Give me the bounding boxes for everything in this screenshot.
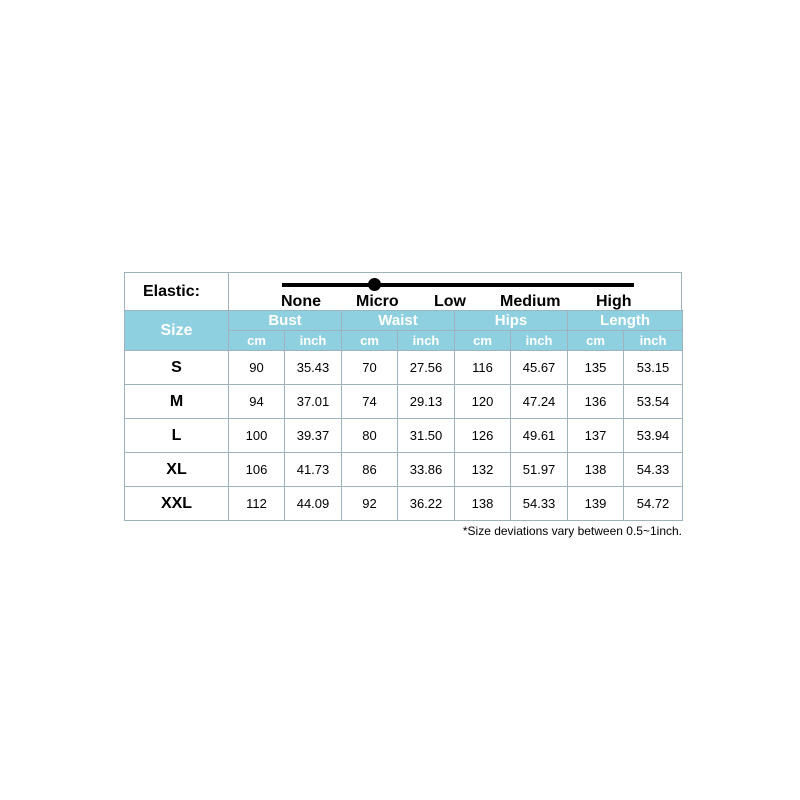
- hips-header: Hips: [455, 311, 568, 331]
- measurement-cell: 44.09: [285, 487, 342, 521]
- measurement-cell: 74: [342, 385, 398, 419]
- table-header-row: [125, 311, 683, 331]
- measurement-cell: 138: [455, 487, 511, 521]
- size-cell: L: [125, 419, 229, 453]
- size-cell: M: [125, 385, 229, 419]
- measurement-cell: 90: [229, 351, 285, 385]
- length-header: Length: [568, 311, 683, 331]
- measurement-cell: 106: [229, 453, 285, 487]
- size-table-body: [125, 351, 683, 521]
- elastic-label: Elastic:: [125, 273, 229, 310]
- measurement-cell: 112: [229, 487, 285, 521]
- elastic-scale-bar: [282, 283, 634, 287]
- measurement-cell: 137: [568, 419, 624, 453]
- unit-cm-header: cm: [229, 331, 285, 351]
- bust-header: Bust: [229, 311, 342, 331]
- measurement-cell: 31.50: [398, 419, 455, 453]
- unit-cm-header: cm: [568, 331, 624, 351]
- measurement-cell: 53.15: [624, 351, 683, 385]
- measurement-cell: 45.67: [511, 351, 568, 385]
- unit-cm-header: cm: [455, 331, 511, 351]
- measurement-cell: 53.54: [624, 385, 683, 419]
- table-row: [125, 419, 683, 453]
- measurement-cell: 37.01: [285, 385, 342, 419]
- measurement-cell: 126: [455, 419, 511, 453]
- measurement-cell: 27.56: [398, 351, 455, 385]
- unit-inch-header: inch: [511, 331, 568, 351]
- measurement-cell: 120: [455, 385, 511, 419]
- measurement-cell: 51.97: [511, 453, 568, 487]
- measurement-cell: 49.61: [511, 419, 568, 453]
- size-column-header: Size: [125, 311, 229, 351]
- size-table: [124, 310, 683, 521]
- elastic-option-micro: Micro: [356, 293, 399, 310]
- measurement-cell: 33.86: [398, 453, 455, 487]
- measurement-cell: 47.24: [511, 385, 568, 419]
- measurement-cell: 100: [229, 419, 285, 453]
- size-cell: XXL: [125, 487, 229, 521]
- waist-header: Waist: [342, 311, 455, 331]
- elastic-option-medium: Medium: [500, 293, 561, 310]
- measurement-cell: 132: [455, 453, 511, 487]
- measurement-cell: 35.43: [285, 351, 342, 385]
- unit-inch-header: inch: [398, 331, 455, 351]
- measurement-cell: 80: [342, 419, 398, 453]
- measurement-cell: 36.22: [398, 487, 455, 521]
- elastic-option-none: None: [281, 293, 321, 310]
- measurement-cell: 135: [568, 351, 624, 385]
- elastic-scale: [229, 273, 681, 310]
- measurement-cell: 53.94: [624, 419, 683, 453]
- measurement-cell: 41.73: [285, 453, 342, 487]
- measurement-cell: 139: [568, 487, 624, 521]
- measurement-cell: 29.13: [398, 385, 455, 419]
- table-row: [125, 385, 683, 419]
- elastic-row: [124, 272, 682, 310]
- unit-cm-header: cm: [342, 331, 398, 351]
- size-cell: S: [125, 351, 229, 385]
- measurement-cell: 86: [342, 453, 398, 487]
- table-row: [125, 487, 683, 521]
- measurement-cell: 92: [342, 487, 398, 521]
- unit-inch-header: inch: [285, 331, 342, 351]
- measurement-cell: 136: [568, 385, 624, 419]
- elastic-selected-marker: [368, 278, 381, 291]
- measurement-cell: 94: [229, 385, 285, 419]
- unit-inch-header: inch: [624, 331, 683, 351]
- measurement-cell: 54.72: [624, 487, 683, 521]
- measurement-cell: 39.37: [285, 419, 342, 453]
- table-row: [125, 351, 683, 385]
- measurement-cell: 138: [568, 453, 624, 487]
- elastic-option-high: High: [596, 293, 632, 310]
- measurement-cell: 70: [342, 351, 398, 385]
- size-cell: XL: [125, 453, 229, 487]
- measurement-cell: 54.33: [624, 453, 683, 487]
- table-row: [125, 453, 683, 487]
- measurement-cell: 116: [455, 351, 511, 385]
- size-deviation-note: *Size deviations vary between 0.5~1inch.: [462, 524, 682, 538]
- size-chart: [124, 272, 682, 538]
- elastic-option-low: Low: [434, 293, 466, 310]
- measurement-cell: 54.33: [511, 487, 568, 521]
